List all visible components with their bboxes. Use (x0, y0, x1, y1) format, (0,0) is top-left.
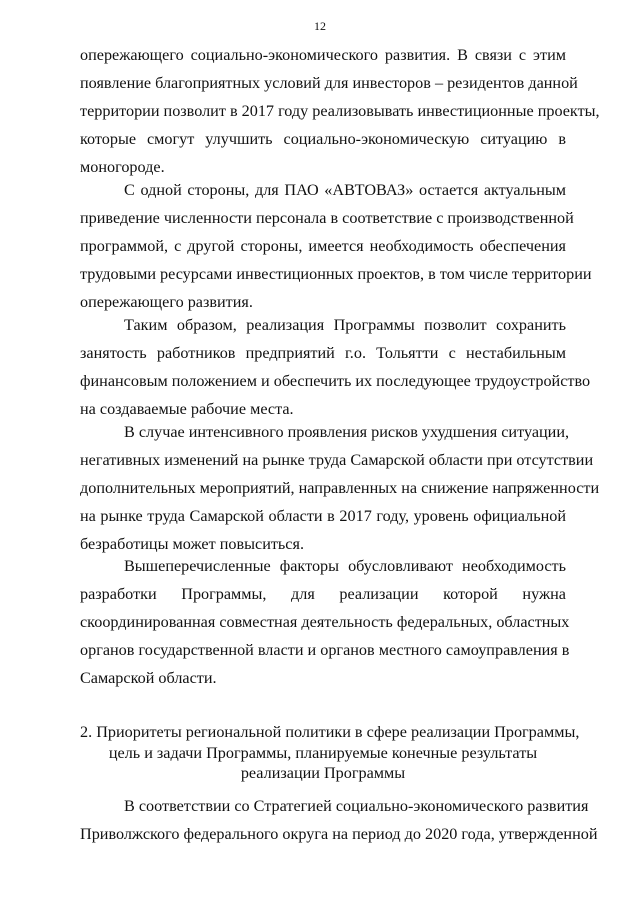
paragraph-line: дополнительных мероприятий, направленных на снижение напряженности (80, 479, 600, 497)
paragraph-line: территории позволит в 2017 году реализовывать инвестиционные проекты, (80, 102, 600, 120)
paragraph-line: опережающего развития. (80, 293, 253, 311)
section-heading (80, 722, 580, 784)
paragraph-line: В соответствии со Стратегией социально-экономического развития (124, 797, 589, 815)
paragraph-line: Вышеперечисленные факторы обусловливают необходимость (124, 557, 566, 575)
paragraph-line: Таким образом, реализация Программы позволит сохранить (124, 316, 566, 334)
paragraph-line: финансовым положением и обеспечить их последующее трудоустройство (80, 372, 591, 390)
paragraph-line: моногороде. (80, 158, 165, 176)
paragraph-line: Самарской области. (80, 669, 217, 687)
paragraph-line: негативных изменений на рынке труда Самарской области при отсутствии (80, 451, 594, 469)
paragraph-line: скоординированная совместная деятельность федеральных, областных (80, 613, 570, 631)
paragraph-line: приведение численности персонала в соответствие с производственной (80, 209, 574, 227)
paragraph-5 (80, 552, 570, 692)
paragraph-line: С одной стороны, для ПАО «АВТОВАЗ» остается актуальным (124, 181, 566, 199)
page-number: 12 (314, 19, 326, 33)
paragraph-line: на рынке труда Самарской области в 2017 году, уровень официальной (80, 507, 566, 525)
paragraph-line: разработки Программы, для реализации которой нужна (80, 585, 566, 603)
paragraph-line: безработицы может повыситься. (80, 535, 304, 553)
paragraph-6 (80, 792, 598, 848)
paragraph-line: трудовыми ресурсами инвестиционных проектов, в том числе территории (80, 265, 592, 283)
paragraph-line: В случае интенсивного проявления рисков ухудшения ситуации, (124, 423, 570, 441)
paragraph-line: опережающего социально-экономического развития. В связи с этим (80, 46, 566, 64)
paragraph-2 (80, 176, 592, 316)
paragraph-line: которые смогут улучшить социально-экономическую ситуацию в (80, 130, 566, 148)
paragraph-3 (80, 311, 591, 423)
section-heading-line: реализации Программы (240, 764, 406, 782)
paragraph-line: появление благоприятных условий для инвесторов – резидентов данной (80, 74, 578, 92)
section-heading-line: цель и задачи Программы, планируемые конечные результаты (108, 743, 538, 762)
paragraph-line: на создаваемые рабочие места. (80, 400, 294, 418)
paragraph-line: Приволжского федерального округа на период до 2020 года, утвержденной (80, 825, 598, 843)
paragraph-line: занятость работников предприятий г.о. Тольятти с нестабильным (80, 344, 566, 362)
section-heading-line: 2. Приоритеты региональной политики в сфере реализации Программы, (80, 723, 580, 741)
paragraph-line: органов государственной власти и органов местного самоуправления в (80, 641, 570, 659)
paragraph-1 (80, 41, 600, 181)
paragraph-line: программой, с другой стороны, имеется необходимость обеспечения (80, 237, 566, 255)
paragraph-4 (80, 418, 600, 558)
